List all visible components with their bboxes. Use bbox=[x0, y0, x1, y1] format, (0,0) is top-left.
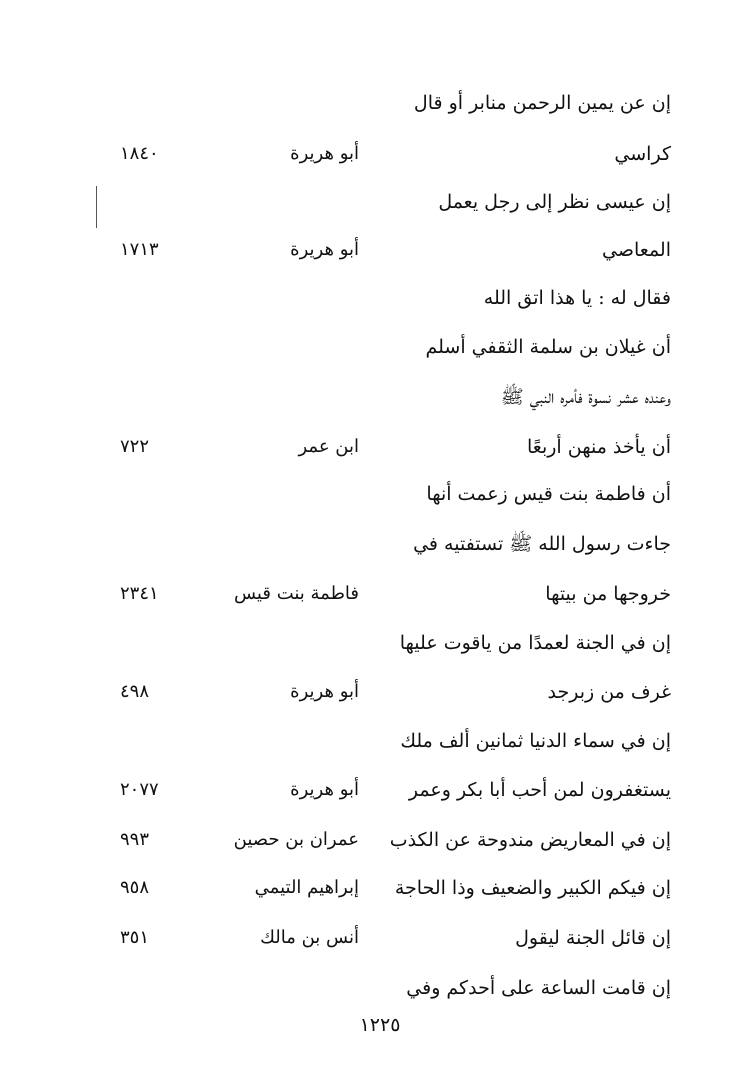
page-number: ١٢٢٥ bbox=[359, 1014, 401, 1036]
hadith-text: إن عيسى نظر إلى رجل يعمل bbox=[438, 191, 671, 213]
index-row bbox=[0, 577, 749, 611]
hadith-text: جاءت رسول الله ﷺ تستفتيه في bbox=[413, 533, 671, 555]
hadith-text: إن فيكم الكبير والضعيف وذا الحاجة bbox=[394, 877, 671, 899]
index-row bbox=[0, 137, 749, 171]
hadith-number: ٩٥٨ bbox=[120, 877, 150, 898]
narrator: ابن عمر bbox=[298, 436, 359, 457]
index-row bbox=[0, 871, 749, 905]
hadith-number: ١٧١٣ bbox=[120, 239, 159, 260]
index-row bbox=[0, 626, 749, 660]
narrator: أبو هريرة bbox=[290, 681, 359, 702]
hadith-number: ٧٢٢ bbox=[120, 436, 150, 457]
narrator: عمران بن حصين bbox=[233, 829, 359, 850]
index-row bbox=[0, 380, 749, 414]
hadith-text: غرف من زبرجد bbox=[547, 681, 671, 703]
hadith-text: أن غيلان بن سلمة الثقفي أسلم bbox=[425, 336, 671, 358]
hadith-number: ٢٣٤١ bbox=[120, 583, 159, 604]
index-row bbox=[0, 330, 749, 364]
index-row bbox=[0, 233, 749, 267]
hadith-text: إن عن يمين الرحمن منابر أو قال bbox=[413, 92, 671, 114]
hadith-text: إن في المعاريض مندوحة عن الكذب bbox=[389, 829, 671, 851]
index-row bbox=[0, 773, 749, 807]
hadith-text: يستغفرون لمن أحب أبا بكر وعمر bbox=[408, 779, 671, 801]
index-row bbox=[0, 86, 749, 120]
hadith-text: فقال له : يا هذا اتق الله bbox=[483, 287, 671, 309]
index-row bbox=[0, 724, 749, 758]
hadith-text: أن فاطمة بنت قيس زعمت أنها bbox=[426, 483, 671, 505]
hadith-number: ٤٩٨ bbox=[120, 681, 150, 702]
hadith-text: وعنده عشر نسوة فأمره النبي ﷺ bbox=[500, 386, 671, 408]
hadith-text: كراسي bbox=[614, 143, 671, 165]
index-row bbox=[0, 281, 749, 315]
hadith-text: إن قامت الساعة على أحدكم وفي bbox=[406, 977, 671, 999]
index-row bbox=[0, 430, 749, 464]
narrator: فاطمة بنت قيس bbox=[233, 583, 359, 604]
narrator: أنس بن مالك bbox=[260, 927, 359, 948]
hadith-text: المعاصي bbox=[602, 239, 671, 261]
hadith-number: ٩٩٣ bbox=[120, 829, 150, 850]
index-row bbox=[0, 921, 749, 955]
hadith-text: خروجها من بيتها bbox=[545, 583, 671, 605]
index-row bbox=[0, 185, 749, 219]
hadith-number: ٣٥١ bbox=[120, 927, 150, 948]
index-row bbox=[0, 675, 749, 709]
index-row bbox=[0, 527, 749, 561]
hadith-number: ١٨٤٠ bbox=[120, 143, 159, 164]
hadith-number: ٢٠٧٧ bbox=[120, 779, 159, 800]
hadith-text: إن في الجنة لعمدًا من ياقوت عليها bbox=[399, 632, 671, 654]
hadith-text: أن يأخذ منهن أربعًا bbox=[527, 436, 671, 458]
hadith-text: إن في سماء الدنيا ثمانين ألف ملك bbox=[400, 730, 671, 752]
index-row bbox=[0, 971, 749, 1005]
narrator: أبو هريرة bbox=[290, 779, 359, 800]
index-row bbox=[0, 823, 749, 857]
narrator: أبو هريرة bbox=[290, 143, 359, 164]
index-row bbox=[0, 477, 749, 511]
narrator: إبراهيم التيمي bbox=[254, 877, 359, 898]
hadith-text: إن قائل الجنة ليقول bbox=[515, 927, 671, 949]
narrator: أبو هريرة bbox=[290, 239, 359, 260]
